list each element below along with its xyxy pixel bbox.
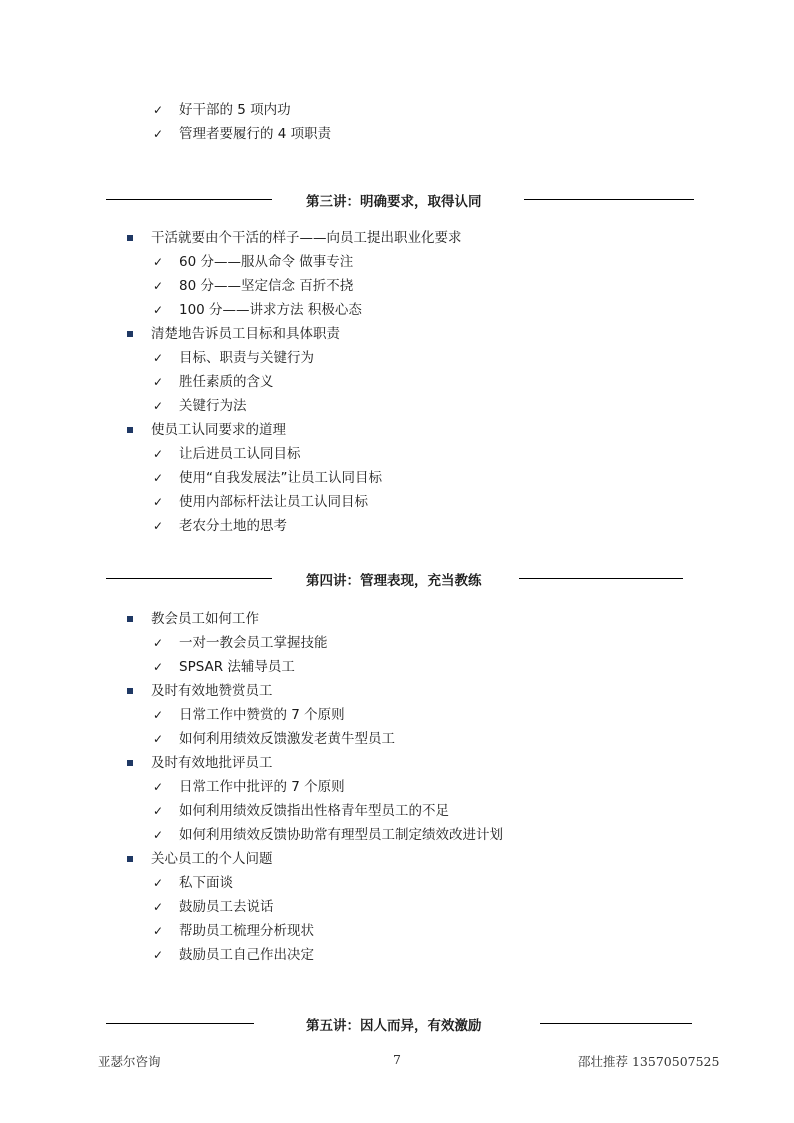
heading-rule-left (106, 578, 272, 579)
heading-rule-right (524, 199, 694, 200)
footer-company: 亚瑟尔咨询 (98, 1054, 161, 1069)
check-mark-icon: ✓ (153, 876, 164, 890)
check-mark-icon: ✓ (153, 399, 164, 413)
check-mark-icon: ✓ (153, 924, 164, 938)
document-page: ✓ 好干部的 5 项内功 ✓ 管理者要履行的 4 项职责 第三讲：明确要求，取得认同 干活就要由个干活的样子——向员工提出职业化要求 ✓ 60 分——服从命令 做事专注 ✓ 80 分——坚定信念 百折不挠 ✓ 100 分——讲求方法 积极心态 清楚地告诉员工目标和具体职责 ✓ 目标、职责与关键行为 ✓ 胜任素质的含义 ✓ 关键行为法 使员工认同要求的道理 ✓ 让后进员工认同目标 ✓ 使用“自我发展法”让员工认同目标 ✓ 使用内部标杆法让员工认同目标 ✓ 老农分土地的思考 第四讲：管理表现，充当教练 教会员工如何工作 ✓ 一对一教会员工掌握技能 ✓ SPSAR 法辅导员工 及时有效地赞赏员工 ✓ 日常工作中赞赏的 7 个原则 ✓ 如何利用绩效反馈激发老黄牛型员工 及时有效地批评员工 ✓ 日常工作中批评的 7 个原则 ✓ 如何利用绩效反馈指出性格青年型员工的不足 ✓ 如何利用绩效反馈协助常有理型员工制定绩效改进计划 关心员工的个人问题 ✓ 私下面谈 ✓ 鼓励员工去说话 ✓ 帮助员工梳理分析现状 ✓ 鼓励员工自己作出决定 第五讲：因人而异，有效激励 亚瑟尔咨询 7 邵壮推荐 13570507525 (0, 0, 794, 1123)
heading-rule-right (519, 578, 683, 579)
square-bullet-icon (127, 856, 133, 862)
check-mark-icon: ✓ (153, 447, 164, 461)
check-mark-icon: ✓ (153, 127, 164, 141)
check-mark-icon: ✓ (153, 636, 164, 650)
section-title: 第四讲：管理表现，充当教练 (306, 573, 482, 589)
square-bullet-icon (127, 616, 133, 622)
check-mark-icon: ✓ (153, 732, 164, 746)
check-mark-icon: ✓ (153, 708, 164, 722)
check-mark-icon: ✓ (153, 279, 164, 293)
heading-rule-right (540, 1023, 692, 1024)
check-mark-icon: ✓ (153, 519, 164, 533)
check-mark-icon: ✓ (153, 828, 164, 842)
square-bullet-icon (127, 427, 133, 433)
check-mark-icon: ✓ (153, 351, 164, 365)
heading-rule-left (106, 1023, 254, 1024)
square-bullet-icon (127, 760, 133, 766)
square-bullet-icon (127, 688, 133, 694)
check-mark-icon: ✓ (153, 375, 164, 389)
check-mark-icon: ✓ (153, 804, 164, 818)
square-bullet-icon (127, 331, 133, 337)
section-heading (0, 1013, 794, 1033)
section-title: 第三讲：明确要求，取得认同 (306, 194, 482, 210)
section-heading (0, 189, 794, 209)
check-mark-icon: ✓ (153, 495, 164, 509)
check-mark-icon: ✓ (153, 103, 164, 117)
check-mark-icon: ✓ (153, 660, 164, 674)
check-mark-icon: ✓ (153, 303, 164, 317)
square-bullet-icon (127, 235, 133, 241)
check-mark-icon: ✓ (153, 255, 164, 269)
footer-recommendation: 邵壮推荐 13570507525 (578, 1054, 720, 1069)
check-mark-icon: ✓ (153, 471, 164, 485)
heading-rule-left (106, 199, 272, 200)
check-mark-icon: ✓ (153, 780, 164, 794)
section-title: 第五讲：因人而异，有效激励 (306, 1018, 482, 1034)
check-mark-icon: ✓ (153, 948, 164, 962)
page-number: 7 (393, 1052, 401, 1067)
section-heading (0, 568, 794, 588)
check-mark-icon: ✓ (153, 900, 164, 914)
